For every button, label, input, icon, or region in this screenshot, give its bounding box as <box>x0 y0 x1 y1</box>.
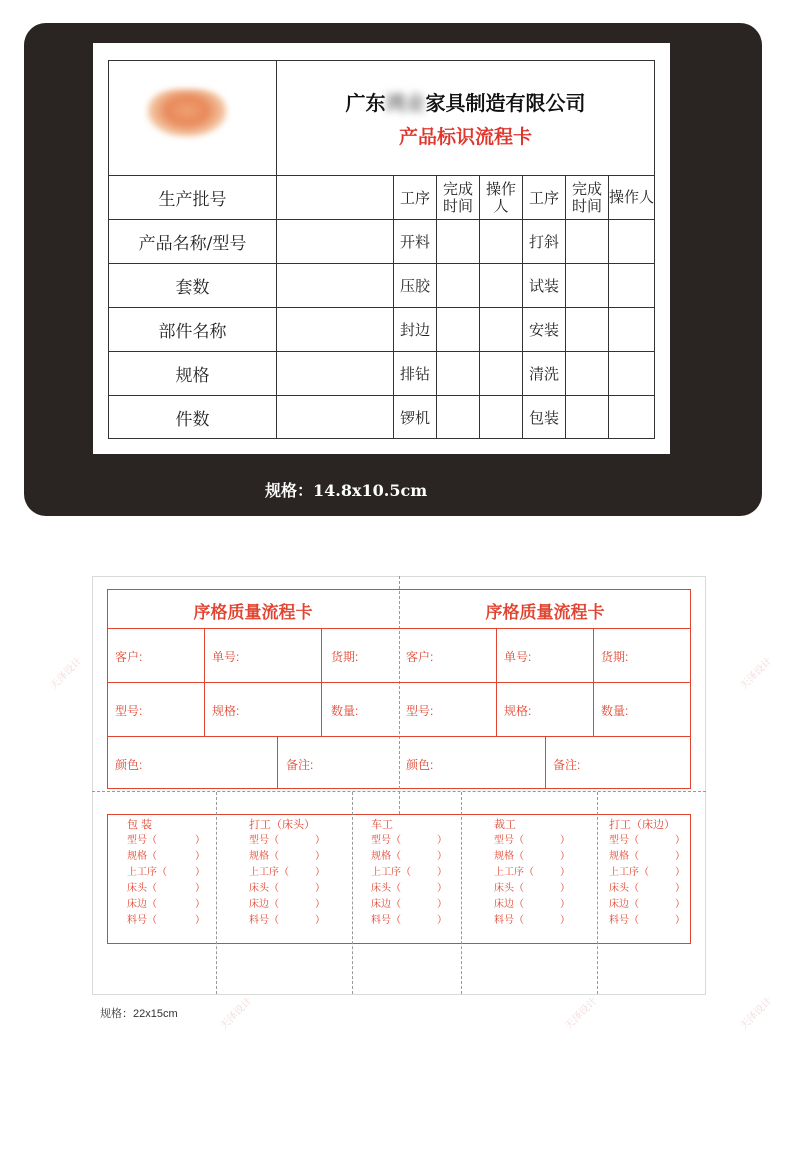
header-time-2: 完成时间 <box>566 176 609 220</box>
col-line <box>277 736 278 789</box>
list-item: 床头（ ） <box>494 883 570 894</box>
label-spec: 规格: <box>504 704 532 718</box>
list-item: 型号（ ） <box>494 835 570 846</box>
cell-operator[interactable] <box>480 264 523 308</box>
cell-time[interactable] <box>437 308 480 352</box>
list-item: 规格（ ） <box>249 851 325 862</box>
watermark: 天泽设计 <box>218 995 255 1032</box>
label-product-name: 产品名称/型号 <box>109 220 277 264</box>
quality-card-title-left: 序格质量流程卡 <box>193 603 313 623</box>
label-quantity: 数量: <box>601 704 629 718</box>
process-column-headboard <box>249 817 325 929</box>
cut-line <box>216 792 217 994</box>
label-order-no: 单号: <box>212 650 240 664</box>
cut-line <box>461 792 462 994</box>
list-item: 床边（ ） <box>249 899 325 910</box>
column-header: 包 装 <box>127 819 153 831</box>
label-quantity: 数量: <box>331 704 359 718</box>
company-name-prefix: 广东 <box>345 91 386 115</box>
cell-time[interactable] <box>566 308 609 352</box>
cell-operator[interactable] <box>609 396 655 439</box>
cell-operator[interactable] <box>480 220 523 264</box>
value-sets[interactable] <box>277 264 394 308</box>
list-item: 床头（ ） <box>249 883 325 894</box>
row-line <box>107 682 691 683</box>
cell-time[interactable] <box>437 264 480 308</box>
label-spec: 规格: <box>212 704 240 718</box>
header-process-1: 工序 <box>394 176 437 220</box>
col-line <box>321 628 322 736</box>
process-column-sewing <box>371 817 447 929</box>
col-line <box>545 736 546 789</box>
card-title: 产品标识流程卡 <box>399 126 533 148</box>
list-item: 上工序（ ） <box>494 867 570 878</box>
label-batch: 生产批号 <box>109 176 277 220</box>
process-clean: 清洗 <box>523 352 566 396</box>
list-item: 料号（ ） <box>371 915 447 926</box>
process-drill: 排钻 <box>394 352 437 396</box>
row-line <box>107 736 691 737</box>
label-color: 颜色: <box>406 758 434 772</box>
list-item: 规格（ ） <box>609 851 685 862</box>
column-header: 裁工 <box>494 819 516 831</box>
quality-card-title-right: 序格质量流程卡 <box>485 603 605 623</box>
process-column-pack <box>127 817 205 929</box>
cell-time[interactable] <box>566 220 609 264</box>
process-cutting: 开料 <box>394 220 437 264</box>
cell-operator[interactable] <box>480 352 523 396</box>
list-item: 上工序（ ） <box>127 867 205 878</box>
header-operator-2: 操作人 <box>609 176 655 220</box>
list-item: 床头（ ） <box>371 883 447 894</box>
process-router: 锣机 <box>394 396 437 439</box>
label-sets: 套数 <box>109 264 277 308</box>
cut-line <box>597 792 598 994</box>
value-part-name[interactable] <box>277 308 394 352</box>
col-line <box>204 628 205 736</box>
cell-operator[interactable] <box>609 352 655 396</box>
list-item: 型号（ ） <box>609 835 685 846</box>
list-item: 料号（ ） <box>494 915 570 926</box>
list-item: 床边（ ） <box>494 899 570 910</box>
list-item: 上工序（ ） <box>249 867 325 878</box>
header-time-1: 完成时间 <box>437 176 480 220</box>
list-item: 床边（ ） <box>127 899 205 910</box>
card2-spec: 规格：22x15cm <box>100 1008 178 1020</box>
company-logo <box>147 89 227 137</box>
process-pack: 包装 <box>523 396 566 439</box>
label-delivery: 货期: <box>601 650 629 664</box>
value-product-name[interactable] <box>277 220 394 264</box>
label-part-name: 部件名称 <box>109 308 277 352</box>
product-flow-table <box>108 60 655 439</box>
cell-operator[interactable] <box>609 308 655 352</box>
value-spec[interactable] <box>277 352 394 396</box>
company-name-suffix: 家具制造有限公司 <box>425 91 586 115</box>
label-remark: 备注: <box>553 758 581 772</box>
company-name-blurred: 鸿业 <box>385 91 426 115</box>
process-bevel: 打斜 <box>523 220 566 264</box>
list-item: 规格（ ） <box>494 851 570 862</box>
list-item: 型号（ ） <box>127 835 205 846</box>
cell-time[interactable] <box>566 352 609 396</box>
cell-time[interactable] <box>437 352 480 396</box>
column-header: 打工（床头） <box>249 819 315 831</box>
col-line <box>496 628 497 736</box>
cell-operator[interactable] <box>480 396 523 439</box>
list-item: 床边（ ） <box>609 899 685 910</box>
cell-time[interactable] <box>566 264 609 308</box>
process-column-bedside <box>609 817 685 929</box>
process-trial: 试装 <box>523 264 566 308</box>
label-count: 件数 <box>109 396 277 439</box>
list-item: 上工序（ ） <box>609 867 685 878</box>
label-customer: 客户: <box>406 650 434 664</box>
logo-cell <box>109 61 277 176</box>
header-cell <box>277 61 655 176</box>
cut-line <box>352 792 353 994</box>
company-name <box>277 87 654 116</box>
list-item: 型号（ ） <box>249 835 325 846</box>
list-item: 料号（ ） <box>249 915 325 926</box>
label-model: 型号: <box>115 704 143 718</box>
cell-time[interactable] <box>437 220 480 264</box>
label-customer: 客户: <box>115 650 143 664</box>
cell-time[interactable] <box>566 396 609 439</box>
value-count[interactable] <box>277 396 394 439</box>
cell-operator[interactable] <box>609 264 655 308</box>
list-item: 型号（ ） <box>371 835 447 846</box>
label-model: 型号: <box>406 704 434 718</box>
header-process-2: 工序 <box>523 176 566 220</box>
header-operator-1: 操作人 <box>480 176 523 220</box>
list-item: 料号（ ） <box>127 915 205 926</box>
column-header: 打工（床边） <box>609 819 675 831</box>
label-remark: 备注: <box>286 758 314 772</box>
col-line <box>593 628 594 736</box>
process-edge: 封边 <box>394 308 437 352</box>
cell-operator[interactable] <box>609 220 655 264</box>
list-item: 规格（ ） <box>127 851 205 862</box>
list-item: 床头（ ） <box>609 883 685 894</box>
column-header: 车工 <box>371 819 393 831</box>
process-column-cutting <box>494 817 570 929</box>
label-color: 颜色: <box>115 758 143 772</box>
list-item: 料号（ ） <box>609 915 685 926</box>
label-delivery: 货期: <box>331 650 359 664</box>
label-spec: 规格 <box>109 352 277 396</box>
process-install: 安装 <box>523 308 566 352</box>
watermark: 天泽设计 <box>738 655 775 692</box>
horizontal-cut-line <box>92 791 706 792</box>
list-item: 床头（ ） <box>127 883 205 894</box>
label-order-no: 单号: <box>504 650 532 664</box>
value-batch[interactable] <box>277 176 394 220</box>
card1-spec: 规格：14.8x10.5cm <box>265 481 428 500</box>
watermark: 天泽设计 <box>738 995 775 1032</box>
list-item: 上工序（ ） <box>371 867 447 878</box>
watermark: 天泽设计 <box>48 655 85 692</box>
cell-time[interactable] <box>437 396 480 439</box>
list-item: 床边（ ） <box>371 899 447 910</box>
watermark: 天泽设计 <box>563 995 600 1032</box>
process-glue: 压胶 <box>394 264 437 308</box>
list-item: 规格（ ） <box>371 851 447 862</box>
cell-operator[interactable] <box>480 308 523 352</box>
row-line <box>107 628 691 629</box>
